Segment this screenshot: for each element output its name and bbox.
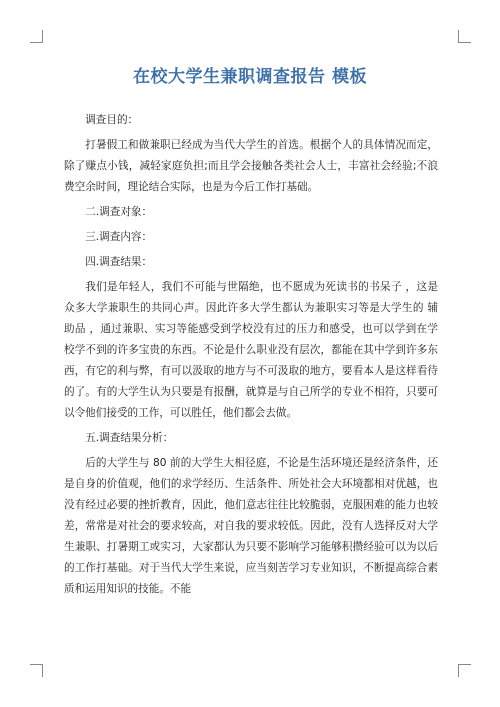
section-heading-analysis: 五.调查结果分析： (85, 432, 174, 444)
paragraph-analysis: 后的大学生与 80 前的大学生大相径庭，不论是生活环境还是经济条件，还是自身的价值观，他们的求学经历、生活条件、所处社会大环境都相对优越，也没有经过必要的挫折教育，因此，他们意志往往比较脆弱，克服困难的能力也较差，常常是对社会的要求较高，对自我的要求较低。因此，没有人选择反对大学生兼职、打暑期工或实习，大家都认为只要不影响学习能够积攒经验可以为以后的工作打基础。对于当代大学生来说，应当刻苦学习专业知识，不断提高综合素质和运用知识的技能。不能 (64, 457, 438, 595)
crop-mark-bottom-left (30, 664, 43, 677)
crop-mark-top-right (458, 30, 471, 43)
paragraph-purpose: 打暑假工和做兼职已经成为当代大学生的首选。根据个人的具体情况而定，除了赚点小钱，减轻家庭负担;而且学会接触各类社会人士，丰富社会经验;不浪费空余时间，理论结合实际，也是为今后工作打基础。 (64, 139, 438, 193)
section-heading-content: 三.调查内容： (85, 231, 153, 243)
paragraph-results: 我们是年轻人，我们不可能与世隔绝，也不愿成为死读书的书呆子 ，这是众多大学兼职生的共同心声。因此许多大学生都认为兼职实习等是大学生的 辅助品 ，通过兼职、实习等能感受到学校没有过的压力和感受，也可以学到在学校学不到的许多宝贵的东西。不论是什么职业没有层次，都能在其中学到许多东西，有它的利与弊，有可以汲取的地方与不可汲取的地方，要看本人是这样看待的了。有的大学生认为只要是有报酬，就算是与自己所学的专业不相符，只要可以令他们接受的工作，可以胜任，他们都会去做。 (64, 281, 438, 419)
section-heading-purpose: 调查目的： (85, 114, 139, 126)
section-heading-results: 四.调查结果： (85, 256, 153, 268)
crop-mark-bottom-right (458, 664, 471, 677)
document-body (64, 110, 438, 604)
document-title: 在校大学生兼职调查报告 模板 (133, 67, 367, 87)
crop-mark-top-left (30, 30, 43, 43)
section-heading-subjects: 二.调查对象： (85, 206, 153, 218)
